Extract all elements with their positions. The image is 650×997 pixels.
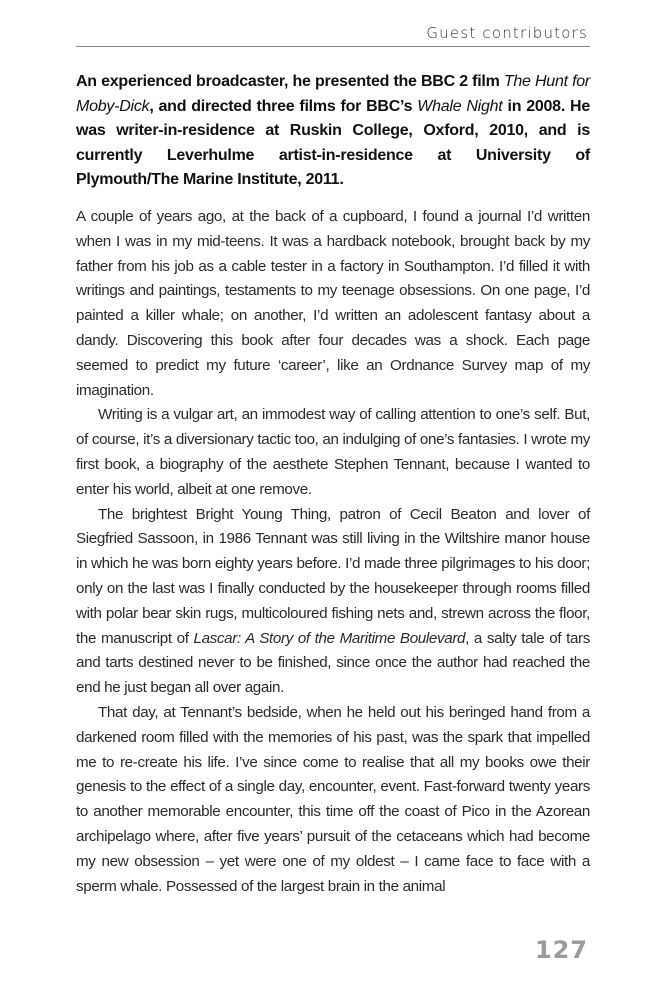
page-number: 127 xyxy=(534,936,588,964)
section-title: Guest contributors xyxy=(426,24,588,42)
paragraph: A couple of years ago, at the back of a cupboard, I found a journal I’d written when I was in my mid-teens. It was a hardback notebook, brought back by my father from his job as a cable tester in a factory in Southampton. I’d filled it with writings and paintings, testaments to my teenage obsessions. On one page, I’d painted a killer whale; on another, I’d written an adolescent fantasy about a dandy. Discovering this book after four decades was a shock. Each page seemed to predict my future ‘career’, like an Ordnance Survey map of my imagination. xyxy=(76,208,590,399)
essay-body xyxy=(76,205,590,899)
book-title: Lascar: A Story of the Maritime Boulevard xyxy=(193,629,466,647)
bio-text: , and directed three films for BBC’s xyxy=(149,97,418,115)
paragraph xyxy=(76,503,590,701)
paragraph-text: , a salty tale of tars and tarts destined never to be finished, since once the author had reached the end he just began all over again. xyxy=(76,629,591,697)
paragraph-text: The brightest Bright Young Thing, patron of Cecil Beaton and lover of Siegfried Sassoon, in 1986 Tennant was still living in the Wiltshire manor house in which he was born eighty years before. I’d made three pilgrimages to his door; only on the last was I finally conducted by the housekeeper through rooms filled with polar bear skin rugs, multicoloured fishing nets and, strewn across the floor, the manuscript of xyxy=(76,505,590,647)
film-title: Whale Night xyxy=(417,97,503,115)
paragraph: That day, at Tennant’s bedside, when he held out his beringed hand from a darkened room filled with the memories of his past, was the spark that impelled me to re-create his life. I’ve since come to realise that all my books owe their genesis to the effect of a single day, encounter, event. Fast-forward twenty years to another memorable encounter, this time off the coast of Pico in the Azorean archipelago where, after five years’ pursuit of the cetaceans which had become my new obsession – yet were one of my oldest – I came face to face with a sperm whale. Possessed of the largest brain in the animal xyxy=(76,703,590,895)
running-header xyxy=(76,24,590,47)
bio-text: in 2008. He was writer-in-residence at Ruskin College, Oxford, 2010, and is currently Leverhulme artist-in-residence at University of Plymouth/The Marine Institute, 2011. xyxy=(76,97,590,188)
film-title: The Hunt for Moby-Dick xyxy=(76,73,590,115)
bio-text: An experienced broadcaster, he presented the BBC 2 film xyxy=(76,73,504,90)
paragraph: Writing is a vulgar art, an immodest way of calling attention to one’s self. But, of course, it’s a diversionary tactic too, an indulging of one’s fantasies. I wrote my first book, a biography of the aesthete Stephen Tennant, because I wanted to enter his world, albeit at one remove. xyxy=(76,406,590,498)
contributor-bio xyxy=(76,70,590,193)
